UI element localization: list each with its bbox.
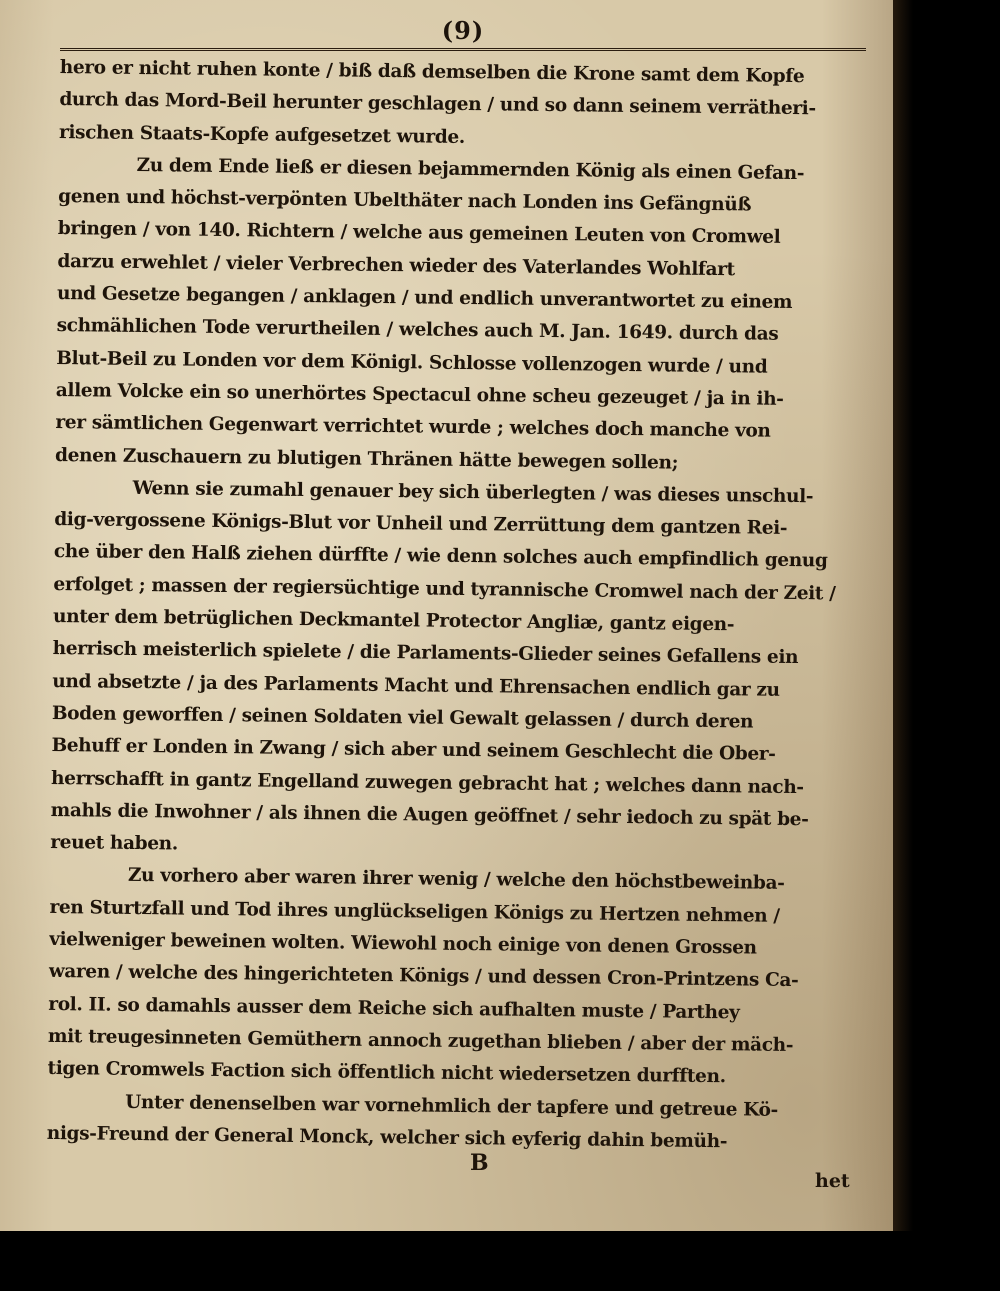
text-line: darzu erwehlet / vieler Verbrechen wieder des Vaterlandes Wohlfart bbox=[57, 250, 735, 281]
text-line: Blut-Beil zu Londen vor dem Königl. Schlosse vollenzogen wurde / und bbox=[56, 347, 768, 378]
text-line: dig-vergossene Königs-Blut vor Unheil und Zerrüttung dem gantzen Rei- bbox=[54, 509, 788, 540]
text-line: denen Zuschauern zu blutigen Thränen hätte bewegen sollen; bbox=[54, 444, 679, 474]
text-line: erfolget ; massen der regiersüchtige und tyrannische Cromwel nach der Zeit / bbox=[53, 573, 836, 605]
text-line: herrschafft in gantz Engelland zuwegen gebracht hat ; welches dann nach- bbox=[51, 767, 804, 798]
text-line: und absetzte / ja des Parlaments Macht und Ehrensachen endlich gar zu bbox=[52, 670, 780, 701]
header-rule bbox=[60, 48, 866, 51]
text-line: schmählichen Tode verurtheilen / welches auch M. Jan. 1649. durch das bbox=[56, 315, 779, 346]
text-line: herrisch meisterlich spielete / die Parlaments-Glieder seines Gefallens ein bbox=[52, 638, 799, 669]
page-edge-shadow bbox=[893, 0, 913, 1231]
page-number: (9) bbox=[441, 16, 485, 45]
body-text bbox=[47, 52, 872, 1160]
text-line: nigs-Freund der General Monck, welcher sich eyferig dahin bemüh- bbox=[46, 1122, 728, 1153]
text-line: Zu dem Ende ließ er diesen bejammernden König als einen Gefan- bbox=[136, 154, 805, 184]
text-line: waren / welche des hingerichteten Königs / und dessen Cron-Printzens Ca- bbox=[48, 961, 799, 992]
text-line: Boden geworffen / seinen Soldaten viel Gewalt gelassen / durch deren bbox=[51, 702, 754, 733]
text-line: mit treugesinneten Gemüthern annoch zugethan blieben / aber der mäch- bbox=[47, 1025, 794, 1056]
text-line: Zu vorhero aber waren ihrer wenig / welche den höchstbeweinba- bbox=[127, 865, 785, 895]
text-line: allem Volcke ein so unerhörtes Spectacul ohne scheu gezeuget / ja in ih- bbox=[55, 379, 784, 410]
text-line: che über den Halß ziehen dürffte / wie denn solches auch empfindlich genug bbox=[53, 541, 828, 572]
page-header bbox=[60, 14, 866, 54]
text-line: rol. II. so damahls ausser dem Reiche sich aufhalten muste / Parthey bbox=[48, 993, 740, 1023]
text-line: mahls die Inwohner / als ihnen die Augen geöffnet / sehr iedoch zu spät be- bbox=[50, 799, 809, 831]
text-line: reuet haben. bbox=[50, 832, 179, 855]
text-line: und Gesetze begangen / anklagen / und endlich unverantwortet zu einem bbox=[56, 283, 793, 314]
text-line: unter dem betrüglichen Deckmantel Protector Angliæ, gantz eigen- bbox=[52, 606, 735, 636]
signature-mark: B bbox=[470, 1150, 489, 1176]
text-line: genen und höchst-verpönten Ubelthäter nach Londen ins Gefängnüß bbox=[58, 186, 752, 216]
text-line: rer sämtlichen Gegenwart verrichtet wurde ; welches doch manche von bbox=[55, 412, 771, 442]
text-line: hero er nicht ruhen konte / biß daß demselben die Krone samt dem Kopfe bbox=[59, 56, 805, 88]
text-line: ren Sturtzfall und Tod ihres unglückseligen Königs zu Hertzen nehmen / bbox=[49, 896, 780, 927]
text-line: bringen / von 140. Richtern / welche aus gemeinen Leuten von Cromwel bbox=[57, 218, 781, 249]
text-line: rischen Staats-Kopfe aufgesetzet wurde. bbox=[58, 121, 466, 148]
text-line: tigen Cromwels Faction sich öffentlich nicht wiedersetzen durfften. bbox=[47, 1058, 726, 1088]
text-line: vielweniger beweinen wolten. Wiewohl noch einige von denen Grossen bbox=[49, 928, 757, 959]
catchword: het bbox=[815, 1170, 850, 1192]
text-line: durch das Mord-Beil herunter geschlagen / und so dann seinem verrätheri- bbox=[59, 89, 816, 120]
text-line: Behuff er Londen in Zwang / sich aber und seinem Geschlecht die Ober- bbox=[51, 735, 776, 766]
text-line: Wenn sie zumahl genauer bey sich überlegten / was dieses unschul- bbox=[132, 477, 814, 508]
text-line: Unter denenselben war vornehmlich der tapfere und getreue Kö- bbox=[125, 1091, 779, 1121]
